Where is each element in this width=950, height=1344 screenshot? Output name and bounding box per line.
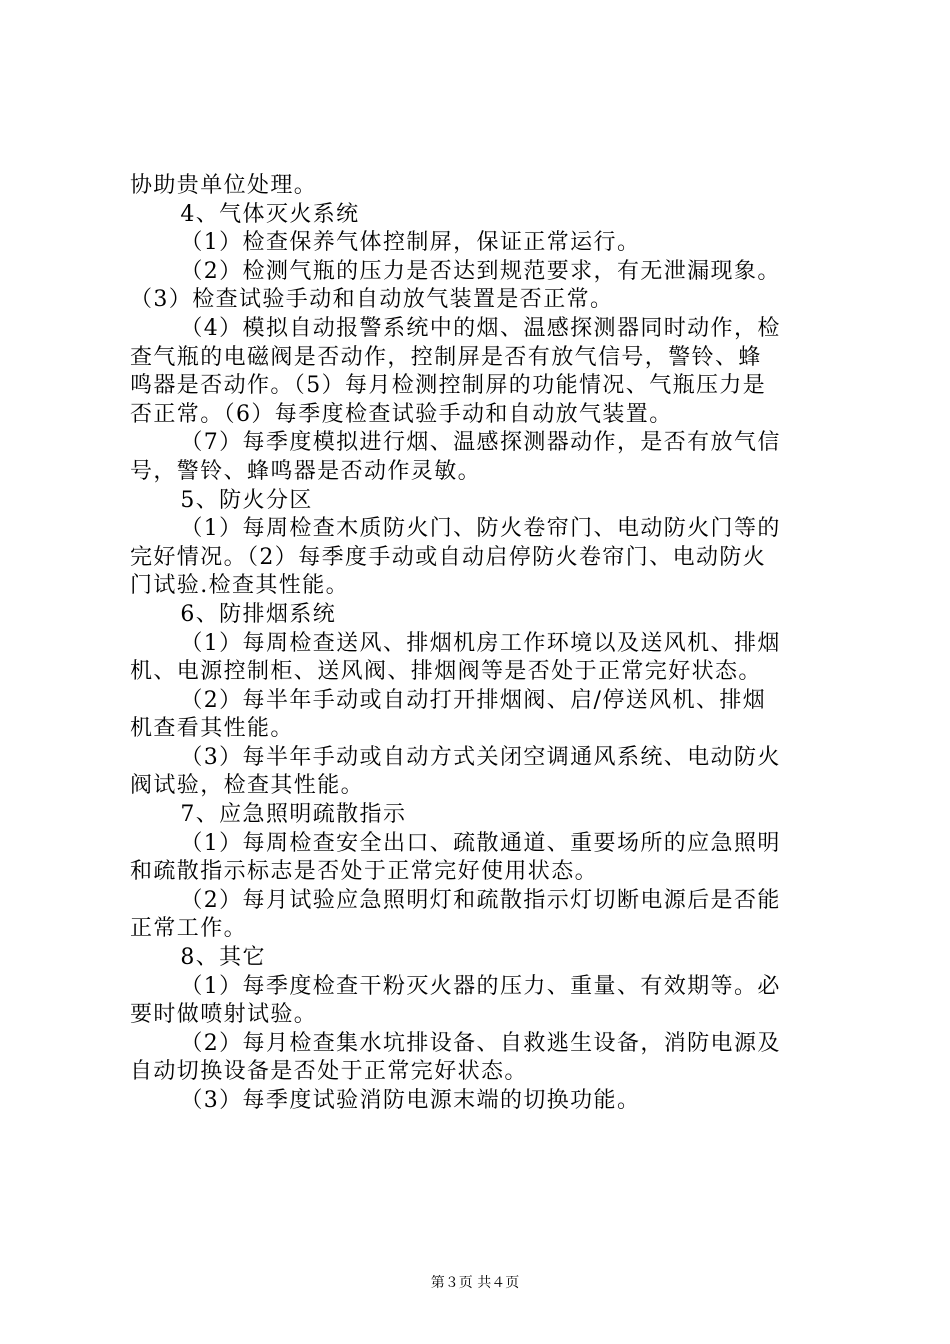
text-line: （3）每季度试验消防电源末端的切换功能。 <box>130 1088 641 1113</box>
text-line: 自动切换设备是否处于正常完好状态。 <box>130 1059 528 1085</box>
text-line: 协助贵单位处理。 <box>130 173 318 198</box>
text-line: （3）每半年手动或自动方式关闭空调通风系统、电动防火 <box>130 744 781 770</box>
text-line: 门试验.检查其性能。 <box>130 573 349 599</box>
text-line: 查气瓶的电磁阀是否动作，控制屏是否有放气信号，警铃、蜂 <box>130 344 762 370</box>
text-line: 要时做喷射试验。 <box>130 1002 318 1028</box>
text-line: 否正常。（6）每季度检查试验手动和自动放气装置。 <box>130 401 673 427</box>
text-line: 和疏散指示标志是否处于正常完好使用状态。 <box>130 859 599 885</box>
page-footer: 第３页 共４页 <box>430 1275 520 1291</box>
text-line: （1）每周检查送风、排烟机房工作环境以及送风机、排烟 <box>130 630 781 656</box>
text-line: 4、气体灭火系统 <box>130 201 360 227</box>
text-line: 机、电源控制柜、送风阀、排烟阀等是否处于正常完好状态。 <box>130 659 762 685</box>
text-line: （1）每周检查木质防火门、防火卷帘门、电动防火门等的 <box>130 516 781 542</box>
document-body <box>130 172 830 1116</box>
text-line: （1）每周检查安全出口、疏散通道、重要场所的应急照明 <box>130 830 781 856</box>
text-line: 号，警铃、蜂鸣器是否动作灵敏。 <box>130 458 482 484</box>
text-line: （2）每月试验应急照明灯和疏散指示灯切断电源后是否能 <box>130 887 781 913</box>
text-line: 阀试验，检查其性能。 <box>130 773 365 799</box>
text-line: 完好情况。（2）每季度手动或自动启停防火卷帘门、电动防火 <box>130 544 767 570</box>
text-line: 鸣器是否动作。（5）每月检测控制屏的功能情况、气瓶压力是 <box>130 373 767 399</box>
text-line: （1）检查保养气体控制屏，保证正常运行。 <box>130 230 641 256</box>
text-line: （2）每月检查集水坑排设备、自救逃生设备，消防电源及 <box>130 1030 781 1056</box>
text-line: （4）模拟自动报警系统中的烟、温感探测器同时动作，检 <box>130 315 781 341</box>
text-line: 8、其它 <box>130 945 266 971</box>
text-line: （2）每半年手动或自动打开排烟阀、启/停送风机、排烟 <box>130 687 767 713</box>
text-line: 正常工作。 <box>130 916 248 942</box>
text-line: 7、应急照明疏散指示 <box>130 802 407 828</box>
text-line: 6、防排烟系统 <box>130 601 337 627</box>
text-line: 5、防火分区 <box>130 487 313 513</box>
text-line: （7）每季度模拟进行烟、温感探测器动作，是否有放气信 <box>130 430 781 456</box>
text-line: 机查看其性能。 <box>130 716 294 742</box>
text-line: （1）每季度检查干粉灭火器的压力、重量、有效期等。必 <box>130 973 781 999</box>
text-line: （3）检查试验手动和自动放气装置是否正常。 <box>130 287 614 313</box>
text-line: （2）检测气瓶的压力是否达到规范要求，有无泄漏现象。 <box>130 258 781 284</box>
